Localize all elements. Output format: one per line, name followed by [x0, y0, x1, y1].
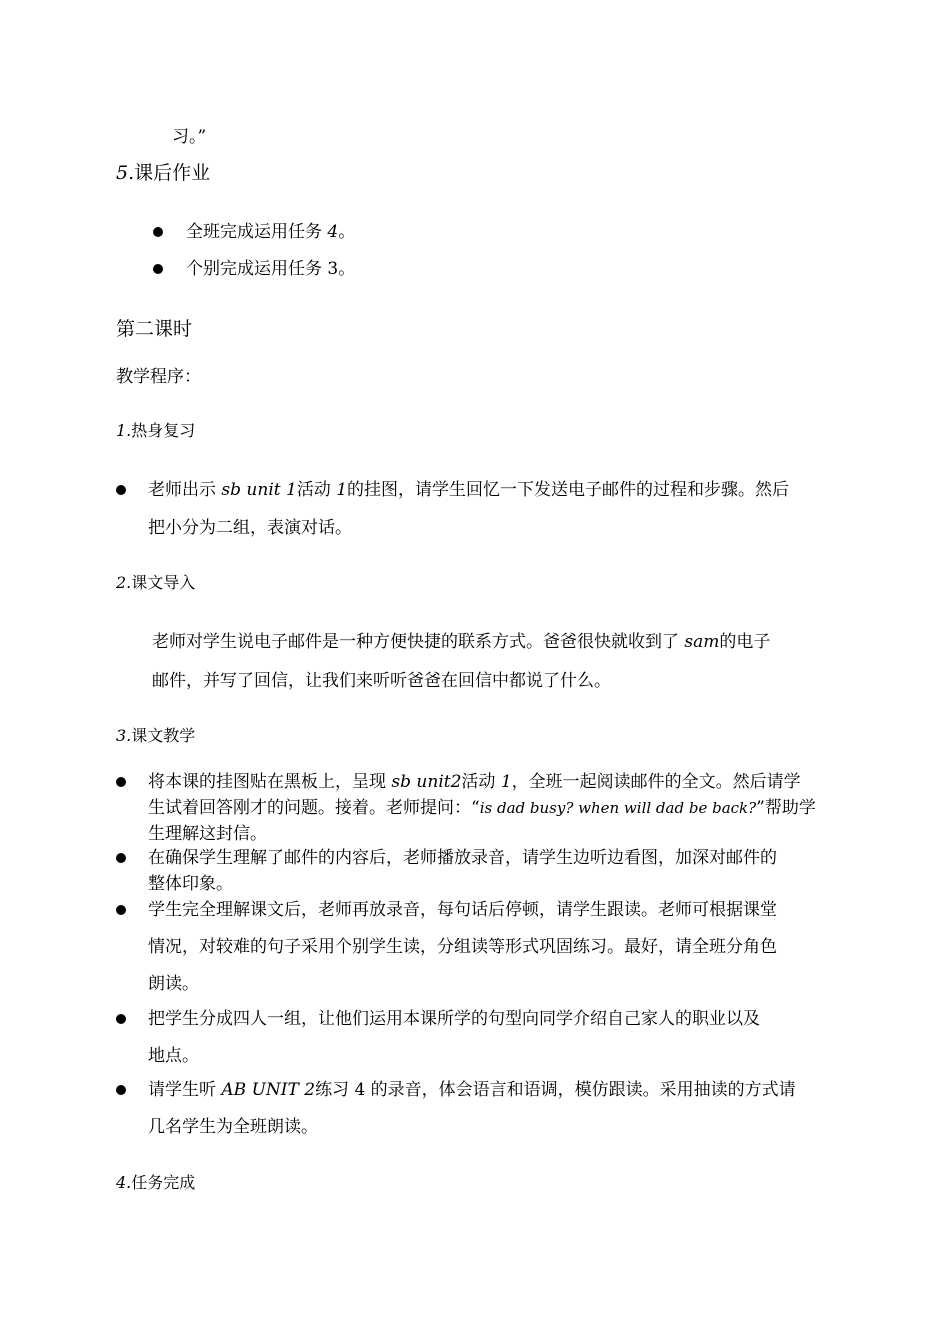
bullet-icon: [116, 905, 126, 915]
list-item-line: 整体印象。: [148, 874, 233, 894]
list-item-line: 学生完全理解课文后，老师再放录音，每句话后停顿，请学生跟读。老师可根据课堂: [148, 900, 777, 920]
bullet-icon: [116, 1014, 126, 1024]
list-item-line: 朗读。: [148, 974, 199, 994]
bullet-icon: [153, 227, 163, 237]
list-item-line: 请学生听 AB UNIT 2练习 4 的录音，体会语言和语调，模仿跟读。采用抽读的方式请: [148, 1080, 796, 1100]
section-heading: 4.任务完成: [116, 1173, 196, 1192]
list-item-line: 在确保学生理解了邮件的内容后，老师播放录音，请学生边听边看图，加深对邮件的: [148, 848, 777, 868]
continued-text: 习。”: [172, 127, 207, 147]
bullet-icon: [116, 777, 126, 787]
list-item-line: 把学生分成四人一组，让他们运用本课所学的句型向同学介绍自己家人的职业以及: [148, 1009, 760, 1029]
bullet-icon: [116, 485, 126, 495]
list-item-line: 老师出示 sb unit 1活动 1的挂图，请学生回忆一下发送电子邮件的过程和步骤。然后: [148, 480, 790, 500]
paragraph-line: 邮件，并写了回信，让我们来听听爸爸在回信中都说了什么。: [152, 671, 611, 691]
paragraph-line: 老师对学生说电子邮件是一种方便快捷的联系方式。爸爸很快就收到了 sam的电子: [152, 632, 771, 652]
bullet-icon: [116, 853, 126, 863]
section-heading: 1.热身复习: [116, 421, 196, 440]
list-item-line: 把小分为二组，表演对话。: [148, 518, 352, 538]
homework-item: 全班完成运用任务 4。: [186, 222, 356, 242]
list-item-line: 生理解这封信。: [148, 824, 267, 844]
list-item-line: 几名学生为全班朗读。: [148, 1117, 318, 1137]
homework-heading: [116, 160, 210, 186]
homework-item: 个别完成运用任务 3。: [186, 259, 356, 279]
list-item-line: 地点。: [148, 1046, 199, 1066]
homework-title: 课后作业: [134, 162, 211, 184]
bullet-icon: [116, 1085, 126, 1095]
list-item-line: 情况，对较难的句子采用个别学生读，分组读等形式巩固练习。最好，请全班分角色: [148, 937, 777, 957]
lesson-title: 第二课时: [116, 318, 193, 340]
procedure-label: 教学程序：: [116, 367, 201, 387]
bullet-icon: [153, 264, 163, 274]
section-heading: 2.课文导入: [116, 573, 196, 592]
list-item-line: 将本课的挂图贴在黑板上，呈现 sb unit2活动 1，全班一起阅读邮件的全文。然后请学: [148, 772, 801, 792]
section-heading: 3.课文教学: [116, 726, 196, 745]
homework-number: 5.: [116, 162, 135, 184]
list-item-line: 生试着回答刚才的问题。接着。老师提问：“is dad busy? when will dad be back?”帮助学: [148, 798, 816, 818]
